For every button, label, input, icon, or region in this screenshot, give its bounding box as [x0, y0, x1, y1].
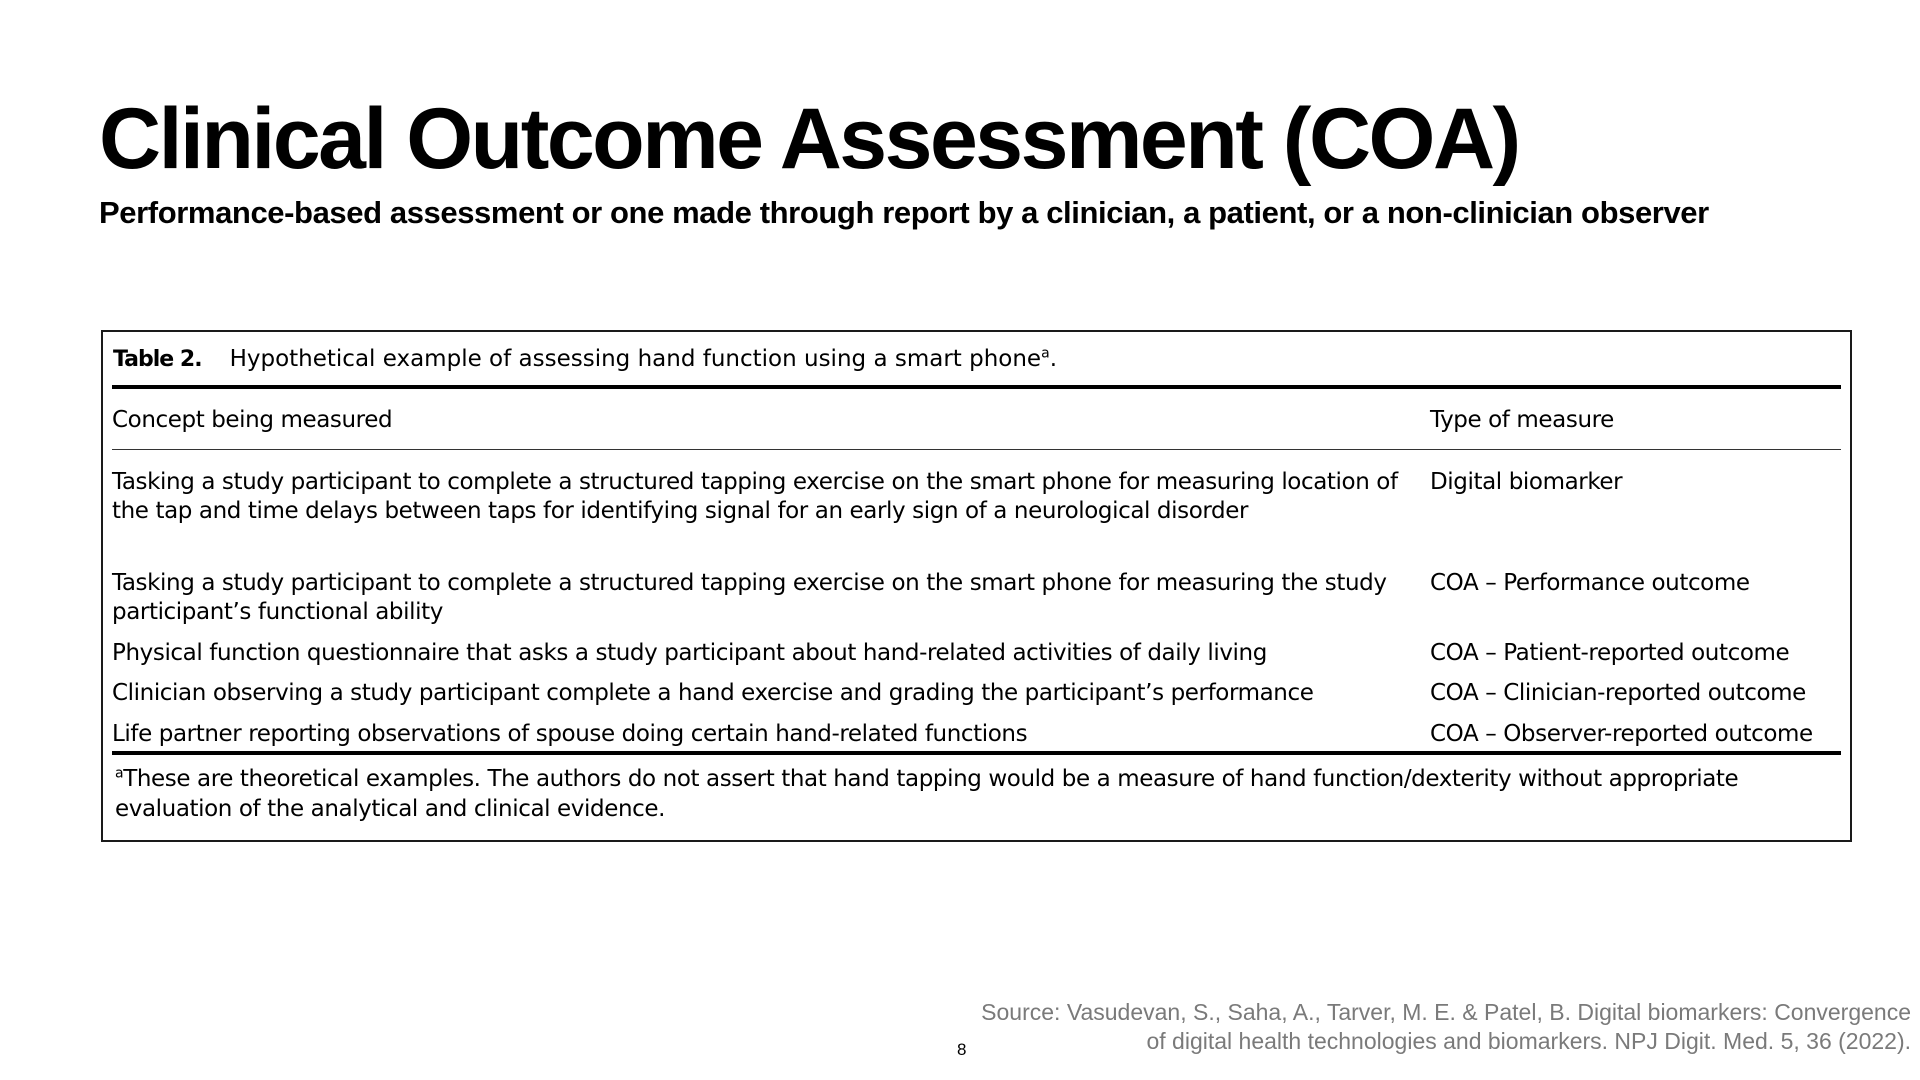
footnote-text: These are theoretical examples. The authors do not assert that hand tapping would be a measure of hand function/dexterity without appropriate evaluation of the analytical and clinical evidence.	[115, 766, 1739, 822]
source-line-1: Source: Vasudevan, S., Saha, A., Tarver, M. E. & Patel, B. Digital biomarkers: Convergence	[981, 999, 1911, 1025]
header-type: Type of measure	[1430, 407, 1614, 433]
row-type: COA – Patient-reported outcome	[1430, 640, 1790, 666]
table-caption-text: Hypothetical example of assessing hand function using a smart phone	[229, 346, 1042, 372]
row-concept: Clinician observing a study participant complete a hand exercise and grading the participant’s performance	[112, 680, 1314, 706]
table-footnote	[115, 764, 1840, 824]
row-concept: Life partner reporting observations of spouse doing certain hand-related functions	[112, 721, 1028, 747]
row-type: COA – Observer-reported outcome	[1430, 721, 1813, 747]
row-type: COA – Performance outcome	[1430, 570, 1750, 596]
row-concept: Tasking a study participant to complete a structured tapping exercise on the smart phone for measuring the study participant’s functional ability	[112, 570, 1387, 625]
table-bottom-rule	[112, 751, 1841, 755]
footnote-marker: a	[115, 765, 124, 782]
table-caption	[113, 346, 1057, 374]
table-body	[112, 460, 1841, 745]
header-concept: Concept being measured	[112, 407, 393, 433]
page-number: 8	[957, 1040, 967, 1059]
table-caption-label: Table 2.	[113, 347, 202, 372]
row-type: COA – Clinician-reported outcome	[1430, 680, 1806, 706]
slide-subtitle: Performance-based assessment or one made through report by a clinician, a patient, or a non-clinician observer	[99, 195, 1709, 230]
slide-title: Clinical Outcome Assessment (COA)	[99, 91, 1519, 187]
row-concept: Physical function questionnaire that asks a study participant about hand-related activities of daily living	[112, 640, 1267, 666]
table-caption-end: .	[1049, 346, 1057, 372]
row-concept: Tasking a study participant to complete a structured tapping exercise on the smart phone for measuring location of the tap and time delays between taps for identifying signal for an early sign of a neurological disorder	[112, 469, 1398, 524]
table-header-rule	[112, 449, 1841, 450]
source-citation	[981, 998, 1911, 1056]
table-figure	[101, 330, 1852, 842]
source-line-2: of digital health technologies and biomarkers. NPJ Digit. Med. 5, 36 (2022).	[1146, 1028, 1911, 1054]
table-top-rule	[112, 385, 1841, 389]
table-caption-footnote-marker: a	[1041, 345, 1050, 362]
row-type: Digital biomarker	[1430, 469, 1623, 495]
